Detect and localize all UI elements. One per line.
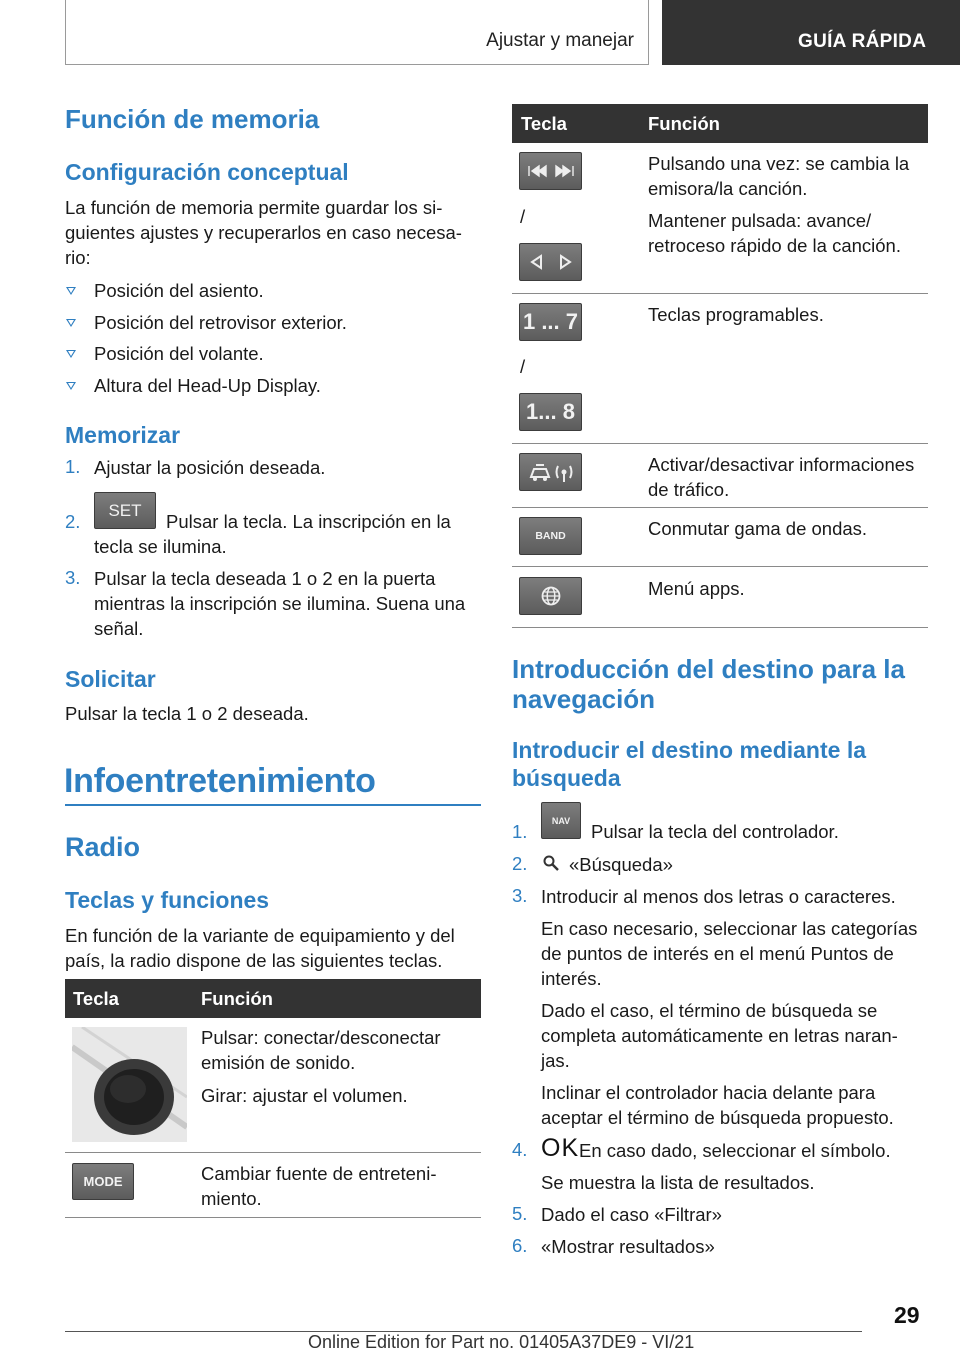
table-row-divider — [65, 1152, 481, 1153]
heading-rule — [65, 804, 481, 806]
col-header-key: Tecla — [521, 113, 567, 134]
col-header-function: Función — [648, 113, 720, 134]
table-row-divider — [512, 443, 928, 444]
set-key-icon: SET — [94, 492, 156, 529]
band-key-icon: BAND — [519, 517, 582, 555]
step-subtext: jas. — [541, 1050, 570, 1071]
traffic-info-icon — [519, 453, 582, 491]
concept-text-1: La función de memoria permite guardar los si- — [65, 197, 443, 218]
teclas-text-2: país, la radio dispone de las siguientes teclas. — [65, 950, 443, 971]
list-item: Posición del asiento. — [94, 280, 264, 301]
function-text: de tráfico. — [648, 479, 730, 500]
list-item: Posición del volante. — [94, 343, 264, 364]
step-subtext: En caso necesario, seleccionar las categorías — [541, 918, 918, 939]
step-number: 6. — [512, 1235, 528, 1256]
mode-key-icon: MODE — [72, 1163, 134, 1200]
step-text: Pulsar la tecla del controlador. — [591, 821, 839, 842]
step-text: Pulsar la tecla deseada 1 o 2 en la puerta — [94, 568, 436, 589]
list-item: Altura del Head-Up Display. — [94, 375, 321, 396]
concept-heading: Configuración conceptual — [65, 159, 349, 185]
preset-keys-7-icon: 1 ... 7 — [519, 303, 582, 341]
function-text: emisora/la canción. — [648, 178, 808, 199]
step-subtext: Inclinar el controlador hacia delante para — [541, 1082, 876, 1103]
table-row-divider — [512, 627, 928, 628]
header-bar — [65, 0, 649, 65]
chapter-title: GUÍA RÁPIDA — [798, 31, 927, 52]
memoria-heading: Función de memoria — [65, 104, 320, 134]
step-text: Ajustar la posición deseada. — [94, 457, 326, 478]
function-text: Mantener pulsada: avance/ — [648, 210, 872, 231]
step-subtext: interés. — [541, 968, 602, 989]
step-text: «Mostrar resultados» — [541, 1236, 715, 1257]
apps-globe-icon — [519, 577, 582, 615]
nav-key-icon: NAV — [541, 802, 581, 839]
function-text: retroceso rápido de la canción. — [648, 235, 901, 256]
function-text: Conmutar gama de ondas. — [648, 518, 868, 539]
step-text-cont: señal. — [94, 618, 144, 639]
step-text: Pulsar la tecla. La inscripción en la — [166, 511, 451, 532]
col-header-function: Función — [201, 988, 273, 1009]
info-heading: Infoentretenimiento — [64, 762, 376, 800]
bullet-icon — [66, 350, 76, 358]
search-heading-1: Introducir el destino mediante la — [512, 737, 867, 763]
step-subtext: completa automáticamente en letras naran- — [541, 1025, 898, 1046]
table-row-divider — [512, 507, 928, 508]
memorizar-heading: Memorizar — [65, 422, 181, 448]
function-text: Pulsar: conectar/desconectar — [201, 1027, 441, 1048]
step-text-cont: tecla se ilumina. — [94, 536, 227, 557]
step-text: «Búsqueda» — [569, 854, 673, 875]
list-item: Posición del retrovisor exterior. — [94, 312, 347, 333]
function-text: Cambiar fuente de entreteni- — [201, 1163, 437, 1184]
step-text: Dado el caso «Filtrar» — [541, 1204, 722, 1225]
solicitar-text: Pulsar la tecla 1 o 2 deseada. — [65, 703, 309, 724]
step-text: En caso dado, seleccionar el símbolo. — [579, 1140, 891, 1161]
bullet-icon — [66, 382, 76, 390]
table-row-divider — [65, 1217, 481, 1218]
key-separator: / — [520, 206, 526, 227]
function-text: Teclas programables. — [648, 304, 824, 325]
nav-heading-2: navegación — [512, 684, 656, 714]
teclas-text-1: En función de la variante de equipamiento y del — [65, 925, 455, 946]
edition-text: Online Edition for Part no. 01405A37DE9 - VI/21 — [308, 1332, 695, 1352]
table-header — [512, 104, 928, 143]
page-number: 29 — [894, 1302, 920, 1328]
volume-knob-icon — [72, 1027, 187, 1142]
search-icon — [542, 854, 560, 877]
step-text-cont: mientras la inscripción se ilumina. Suena una — [94, 593, 466, 614]
key-separator: / — [520, 356, 526, 377]
function-text: miento. — [201, 1188, 262, 1209]
function-text: Menú apps. — [648, 578, 745, 599]
solicitar-heading: Solicitar — [65, 666, 156, 692]
step-subtext: de puntos de interés en el menú Puntos de — [541, 943, 894, 964]
bullet-icon — [66, 287, 76, 295]
nav-heading-1: Introducción del destino para la — [512, 654, 905, 684]
step-number: 3. — [65, 567, 81, 588]
step-number: 3. — [512, 885, 528, 906]
radio-heading: Radio — [65, 832, 141, 862]
concept-text-2: guientes ajustes y recuperarlos en caso necesa- — [65, 222, 462, 243]
step-number: 1. — [512, 821, 528, 842]
search-heading-2: búsqueda — [512, 765, 621, 791]
function-text: Pulsando una vez: se cambia la — [648, 153, 910, 174]
table-header — [65, 979, 481, 1018]
function-text: emisión de sonido. — [201, 1052, 356, 1073]
step-text: Introducir al menos dos letras o caracteres. — [541, 886, 896, 907]
skip-keys-icon — [519, 152, 582, 190]
step-number: 2. — [512, 853, 528, 874]
step-subtext: aceptar el término de búsqueda propuesto. — [541, 1107, 894, 1128]
function-text: Activar/desactivar informaciones — [648, 454, 915, 475]
function-text: Girar: ajustar el volumen. — [201, 1085, 408, 1106]
bullet-icon — [66, 319, 76, 327]
section-title: Ajustar y manejar — [486, 30, 634, 51]
step-subtext: Dado el caso, el término de búsqueda se — [541, 1000, 878, 1021]
step-number: 5. — [512, 1203, 528, 1224]
concept-text-3: rio: — [65, 247, 91, 268]
step-number: 2. — [65, 511, 81, 532]
chapter-tab — [662, 0, 960, 65]
step-number: 1. — [65, 456, 81, 477]
step-subtext: Se muestra la lista de resultados. — [541, 1172, 815, 1193]
preset-keys-8-icon: 1... 8 — [519, 393, 582, 431]
table-row-divider — [512, 293, 928, 294]
step-number: 4. — [512, 1139, 528, 1160]
col-header-key: Tecla — [73, 988, 119, 1009]
ok-icon: OK — [541, 1134, 580, 1162]
table-row-divider — [512, 566, 928, 567]
teclas-heading: Teclas y funciones — [65, 887, 270, 913]
arrow-keys-icon — [519, 243, 582, 281]
